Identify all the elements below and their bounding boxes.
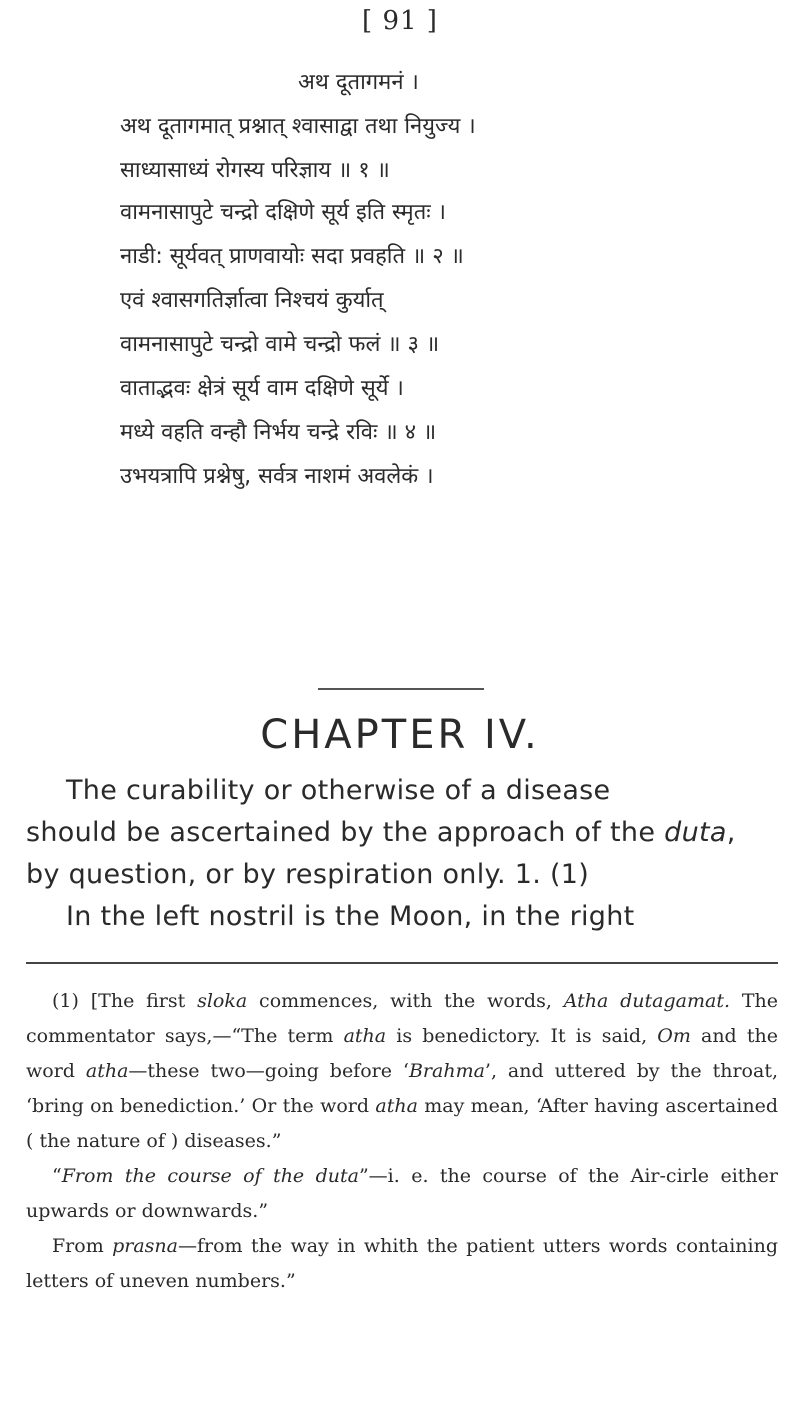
sanskrit-line: अथ दूतागमात् प्रश्नात् श्वासाद्वा तथा नियुज्य ।	[120, 114, 476, 139]
page-number: [ 91 ]	[362, 6, 438, 36]
body-line: The curability or otherwise of a disease	[66, 775, 611, 806]
sanskrit-line: नाडी: सूर्यवत् प्राणवायोः सदा प्रवहति ॥ २ ॥	[120, 244, 464, 269]
body-text	[26, 770, 778, 938]
sanskrit-line: एवं श्वासगतिर्ज्ञात्वा निश्चयं कुर्यात्	[120, 288, 384, 313]
sanskrit-line: उभयत्रापि प्रश्नेषु, सर्वत्र नाशमं अवलेकं ।	[120, 464, 434, 489]
sanskrit-line: मध्ये वहति वन्हौ निर्भय चन्द्रे रविः ॥ ४ ॥	[120, 420, 437, 445]
footnote-paragraph: From prasna—from the way in whith the patient utters words containing letters of uneven numbers.”	[26, 1235, 778, 1292]
sanskrit-line: वामनासापुटे चन्द्रो वामे चन्द्रो फलं ॥ ३ ॥	[120, 332, 440, 357]
body-line: should be ascertained by the approach of the duta, by question, or by respiration only. 1. (1)	[26, 817, 736, 890]
footnote	[26, 984, 778, 1299]
chapter-heading: CHAPTER IV.	[260, 712, 540, 758]
sanskrit-line: वाताद्भवः क्षेत्रं सूर्य वाम दक्षिणे सूर्ये ।	[120, 376, 404, 401]
footnote-paragraph: “From the course of the duta”—i. e. the course of the Air-cirle either upwards or downwards.”	[26, 1165, 778, 1222]
section-divider	[318, 688, 484, 690]
sanskrit-line: अथ दूतागमनं ।	[298, 70, 419, 95]
sanskrit-line: साध्यासाध्यं रोगस्य परिज्ञाय ॥ १ ॥	[120, 158, 390, 183]
footnote-paragraph: (1) [The first sloka commences, with the words, Atha dutagamat. The commentator says,—“The term atha is benedictory. It is said, Om and the word atha—these two—going before ‘Brahma’, and uttered by the throat, ‘bring on benediction.’ Or the word atha may mean, ‘After having ascertained ( the nature of ) diseases.”	[26, 990, 778, 1152]
sanskrit-line: वामनासापुटे चन्द्रो दक्षिणे सूर्य इति स्मृतः ।	[120, 200, 447, 225]
body-line: In the left nostril is the Moon, in the right	[66, 901, 635, 932]
footnote-divider	[26, 962, 778, 964]
